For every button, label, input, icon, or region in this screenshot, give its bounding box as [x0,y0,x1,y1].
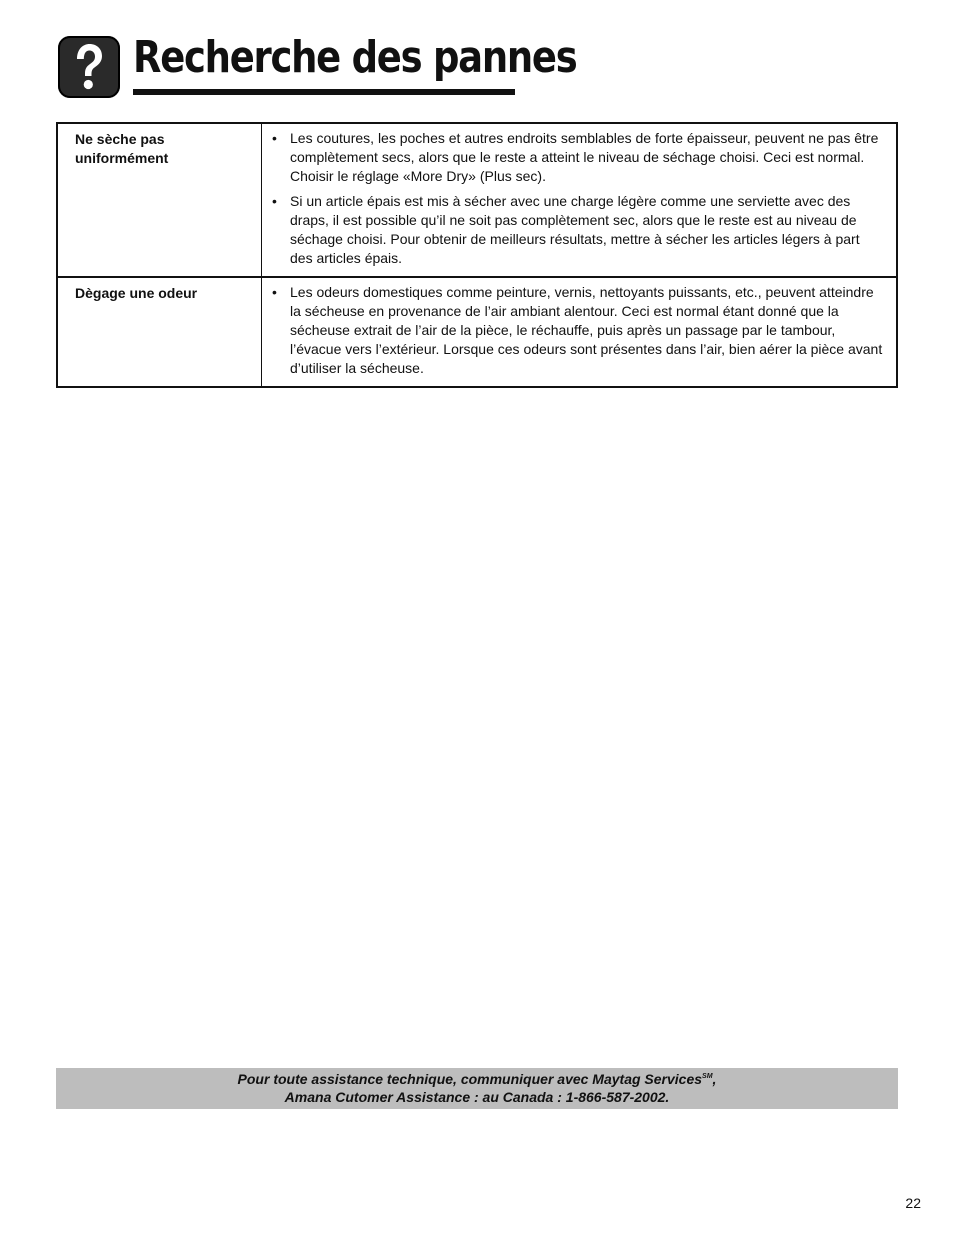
page-title: Recherche des pannes [133,32,577,83]
bullet-icon: • [272,284,277,300]
table-row [57,123,897,277]
solution-item [272,129,884,186]
solutions-cell [262,123,898,277]
page-number: 22 [905,1195,921,1211]
troubleshooting-table [56,122,898,388]
solution-item [272,192,884,268]
assistance-line-2: Amana Cutomer Assistance : au Canada : 1-866-587-2002. [284,1089,670,1105]
solutions-cell [262,277,898,387]
solution-text: Les odeurs domestiques comme peinture, vernis, nettoyants puissants, etc., peuvent atteindre la sécheuse en provenance de l’air ambiant alentour. Ceci est normal étant donné que la sécheuse extrait de l’air de la pièce, le réchauffe, puis après un passage par le tambour, l’évacue vers l’extérieur. Lorsque ces odeurs sont présentes dans l’air, bien aérer la pièce avant d’utiliser la sécheuse. [290,284,883,376]
solution-item [272,283,884,378]
solution-text: Si un article épais est mis à sécher avec une charge légère comme une serviette avec des draps, il est possible qu’il ne soit pas complètement sec, alors que le reste est au niveau de séchage choisi. Pour obtenir de meilleurs résultats, mettre à sécher les articles légers à part des articles épais. [290,193,860,266]
question-mark-icon [58,36,120,98]
problem-cell: Dègage une odeur [57,277,262,387]
assistance-line-1 [56,1070,898,1088]
bullet-icon: • [272,130,277,146]
title-underline [133,89,515,95]
assistance-text: Pour toute assistance technique, communiquer avec Maytag Services [237,1071,703,1087]
service-mark: SM [702,1073,713,1080]
problem-cell: Ne sèche pas uniformément [57,123,262,277]
assistance-comma: , [712,1071,717,1087]
solution-text: Les coutures, les poches et autres endroits semblables de forte épaisseur, peuvent ne pas être complètement secs, alors que le reste a atteint le niveau de séchage choisi. Ceci est normal. Choisir le réglage «More Dry» (Plus sec). [290,130,879,184]
assistance-footer [56,1068,898,1109]
table-row [57,277,897,387]
bullet-icon: • [272,193,277,209]
